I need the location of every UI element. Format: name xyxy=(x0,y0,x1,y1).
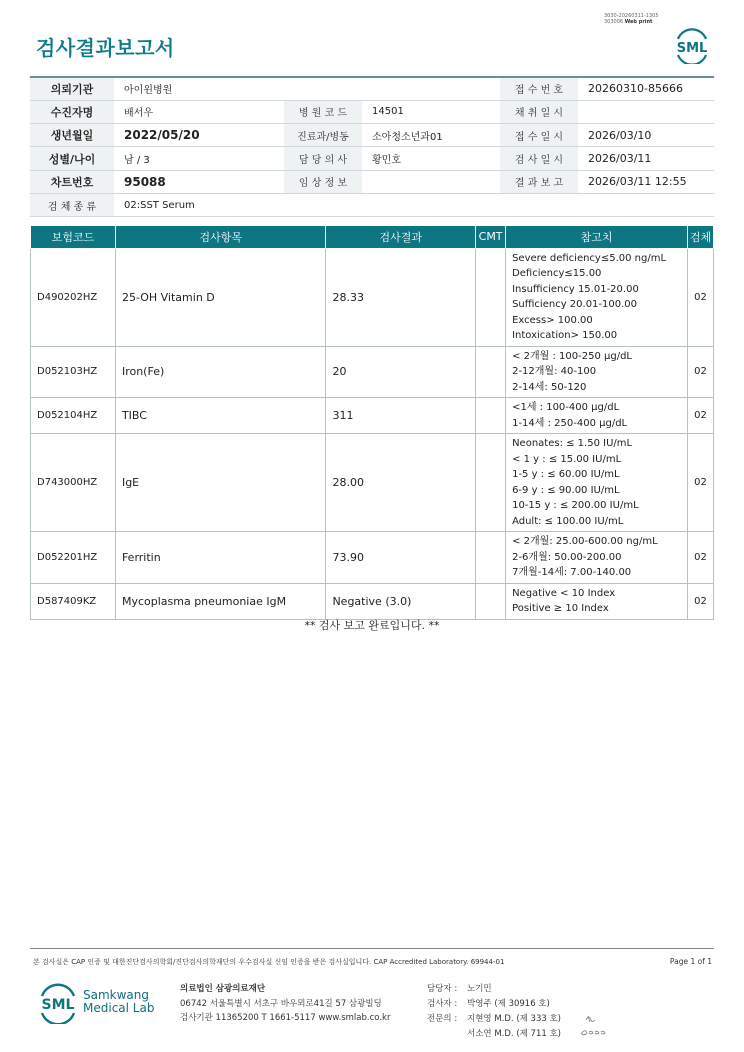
col-header-item: 검사항목 xyxy=(115,226,326,248)
col-header-cmt: CMT xyxy=(476,226,506,248)
info-value: 20260310-85666 xyxy=(578,77,714,100)
reference-line: 2-12개월: 40-100 xyxy=(512,366,597,377)
reference-line: < 2개월: 25.00-600.00 ng/mL xyxy=(512,536,658,547)
test-item-cell: Iron(Fe) xyxy=(115,346,326,398)
info-row xyxy=(30,147,714,170)
info-row xyxy=(30,170,714,193)
specimen-cell: 02 xyxy=(688,583,714,619)
footer-organization xyxy=(180,982,390,1026)
reference-range-cell xyxy=(506,346,688,398)
info-value: 2026/03/11 xyxy=(578,147,714,170)
footer-divider xyxy=(30,948,714,949)
result-row xyxy=(31,398,714,434)
specimen-value: 02:SST Serum xyxy=(114,193,714,216)
reference-range-cell xyxy=(506,583,688,619)
reference-line: 1-14세 : 250-400 μg/dL xyxy=(512,417,628,429)
web-print-label: Web print xyxy=(624,19,653,25)
info-label: 수진자명 xyxy=(30,100,114,123)
results-header-row xyxy=(31,226,714,248)
reference-line: Insufficiency 15.01-20.00 xyxy=(512,283,639,295)
insurance-code-cell: D743000HZ xyxy=(31,434,116,532)
specimen-cell: 02 xyxy=(688,398,714,434)
info-label: 성별/나이 xyxy=(30,147,114,170)
reference-range-cell xyxy=(506,434,688,532)
info-label: 생년월일 xyxy=(30,124,114,147)
brand-line2: Medical Lab xyxy=(83,1001,155,1015)
result-row xyxy=(31,434,714,532)
comment-cell xyxy=(476,532,506,584)
comment-cell xyxy=(476,398,506,434)
info-value: 아이윈병원 xyxy=(114,77,284,100)
info-label: 진료과/병동 xyxy=(284,124,362,147)
info-row xyxy=(30,77,714,100)
reference-line: Positive ≥ 10 Index xyxy=(512,603,609,614)
logo-text: SML xyxy=(676,41,708,56)
info-label: 검 사 일 시 xyxy=(500,147,578,170)
info-value xyxy=(362,77,500,100)
staff-row xyxy=(427,982,561,997)
insurance-code-cell: D052201HZ xyxy=(31,532,116,584)
comment-cell xyxy=(476,248,506,346)
info-label: 접 수 일 시 xyxy=(500,124,578,147)
reference-line: 10-15 y : ≤ 200.00 IU/mL xyxy=(512,500,639,511)
info-label: 병 원 코 드 xyxy=(284,100,362,123)
info-label xyxy=(284,77,362,100)
info-value: 소아청소년과01 xyxy=(362,124,500,147)
col-header-reference: 참고치 xyxy=(506,226,688,248)
info-value: 남 / 3 xyxy=(114,147,284,170)
comment-cell xyxy=(476,583,506,619)
staff-row xyxy=(427,1012,561,1027)
brand-line1: Samkwang xyxy=(83,988,149,1002)
reference-line: Severe deficiency≤5.00 ng/mL xyxy=(512,252,667,264)
info-label: 결 과 보 고 xyxy=(500,170,578,193)
info-value: 황민호 xyxy=(362,147,500,170)
reference-line: < 1 y : ≤ 15.00 IU/mL xyxy=(512,453,622,465)
col-header-code: 보험코드 xyxy=(31,226,116,248)
col-header-result: 검사결과 xyxy=(326,226,476,248)
footer-brand xyxy=(83,989,154,1015)
patient-info-table xyxy=(30,76,714,217)
org-address: 06742 서울특별시 서초구 바우뫼로41길 57 삼광빌딩 xyxy=(180,998,382,1009)
result-row xyxy=(31,248,714,346)
test-result-cell: 73.90 xyxy=(326,532,476,584)
info-label: 담 당 의 사 xyxy=(284,147,362,170)
staff-row xyxy=(427,1027,561,1042)
insurance-code-cell: D052104HZ xyxy=(31,398,116,434)
specimen-cell: 02 xyxy=(688,434,714,532)
specimen-cell: 02 xyxy=(688,346,714,398)
signature-mark xyxy=(578,1010,608,1040)
test-result-cell: Negative (3.0) xyxy=(326,583,476,619)
info-value xyxy=(578,100,714,123)
info-value: 2022/05/20 xyxy=(114,124,284,147)
comment-cell xyxy=(476,346,506,398)
specimen-cell: 02 xyxy=(688,248,714,346)
staff-list xyxy=(427,982,561,1042)
col-header-specimen: 검체 xyxy=(688,226,714,248)
result-row xyxy=(31,583,714,619)
reference-line: Sufficiency 20.01-100.00 xyxy=(512,299,638,310)
test-result-cell: 311 xyxy=(326,398,476,434)
staff-value: 박영주 (제 30916 호) xyxy=(467,999,550,1009)
result-row xyxy=(31,532,714,584)
reference-line: 6-9 y : ≤ 90.00 IU/mL xyxy=(512,484,620,496)
test-item-cell: 25-OH Vitamin D xyxy=(115,248,326,346)
info-label: 의뢰기관 xyxy=(30,77,114,100)
insurance-code-cell: D490202HZ xyxy=(31,248,116,346)
test-result-cell: 28.00 xyxy=(326,434,476,532)
staff-label: 검사자 : xyxy=(427,999,458,1009)
info-row xyxy=(30,124,714,147)
reference-range-cell xyxy=(506,398,688,434)
accreditation-note: 본 검사실은 CAP 인증 및 대한진단검사의학회/진단검사의학재단의 우수검사실 신임 인증을 받은 검사실입니다. CAP Accredited Laboratory. 69944-01 xyxy=(33,958,505,966)
staff-label xyxy=(427,1027,467,1042)
reference-line: 7개월-14세: 7.00-140.00 xyxy=(512,567,632,578)
comment-cell xyxy=(476,434,506,532)
info-label: 임 상 정 보 xyxy=(284,170,362,193)
info-label: 채 취 일 시 xyxy=(500,100,578,123)
insurance-code-cell: D052103HZ xyxy=(31,346,116,398)
test-item-cell: Mycoplasma pneumoniae IgM xyxy=(115,583,326,619)
info-value: 2026/03/11 12:55 xyxy=(578,170,714,193)
info-label: 차트번호 xyxy=(30,170,114,193)
page-title: 검사결과보고서 xyxy=(36,36,175,60)
reference-line: <1세 : 100-400 μg/dL xyxy=(512,402,620,413)
reference-line: 2-6개월: 50.00-200.00 xyxy=(512,551,622,563)
reference-range-cell xyxy=(506,248,688,346)
reference-line: Excess> 100.00 xyxy=(512,314,593,326)
staff-value: 서소연 M.D. (제 711 호) xyxy=(467,1029,562,1039)
specimen-label: 검 체 종 류 xyxy=(30,193,114,216)
test-item-cell: TIBC xyxy=(115,398,326,434)
sml-footer-logo-icon xyxy=(37,980,79,1024)
reference-line: Adult: ≤ 100.00 IU/mL xyxy=(512,515,624,527)
reference-line: 2-14세: 50-120 xyxy=(512,381,587,393)
report-complete-text: ** 검사 보고 완료입니다. ** xyxy=(304,619,440,632)
results-table xyxy=(30,226,714,620)
results-body xyxy=(31,248,714,619)
info-label: 접 수 번 호 xyxy=(500,77,578,100)
sml-logo-icon xyxy=(672,26,712,64)
specimen-cell: 02 xyxy=(688,532,714,584)
info-row-specimen xyxy=(30,193,714,216)
staff-label: 전문의 : xyxy=(427,1014,458,1024)
reference-line: Neonates: ≤ 1.50 IU/mL xyxy=(512,438,633,449)
staff-value: 지현영 M.D. (제 333 호) xyxy=(467,1014,562,1024)
info-value: 95088 xyxy=(114,170,284,193)
test-result-cell: 20 xyxy=(326,346,476,398)
info-row xyxy=(30,100,714,123)
reference-range-cell xyxy=(506,532,688,584)
org-name: 의료법인 삼광의료재단 xyxy=(180,984,266,994)
info-value: 배서우 xyxy=(114,100,284,123)
reference-line: Deficiency≤15.00 xyxy=(512,268,602,279)
org-contact: 검사기관 11365200 T 1661-5117 www.smlab.co.kr xyxy=(180,1013,391,1023)
test-result-cell: 28.33 xyxy=(326,248,476,346)
insurance-code-cell: D587409KZ xyxy=(31,583,116,619)
footer-logo-text: SML xyxy=(41,997,75,1013)
result-row xyxy=(31,346,714,398)
page-number: Page 1 of 1 xyxy=(669,957,712,966)
info-value: 14501 xyxy=(362,100,500,123)
info-value xyxy=(362,170,500,193)
reference-line: 1-5 y : ≤ 60.00 IU/mL xyxy=(512,469,620,480)
print-code-line1: 3030-20260311-1305 xyxy=(604,13,659,19)
reference-line: Intoxication> 150.00 xyxy=(512,330,618,341)
test-item-cell: Ferritin xyxy=(115,532,326,584)
test-item-cell: IgE xyxy=(115,434,326,532)
reference-line: Negative < 10 Index xyxy=(512,587,616,599)
staff-row xyxy=(427,997,561,1012)
staff-label: 담당자 : xyxy=(427,984,458,994)
print-code xyxy=(604,13,659,25)
info-value: 2026/03/10 xyxy=(578,124,714,147)
print-code-line2: 303006 xyxy=(604,19,624,25)
staff-value: 노기민 xyxy=(467,984,492,994)
reference-line: < 2개월 : 100-250 μg/dL xyxy=(512,350,633,362)
